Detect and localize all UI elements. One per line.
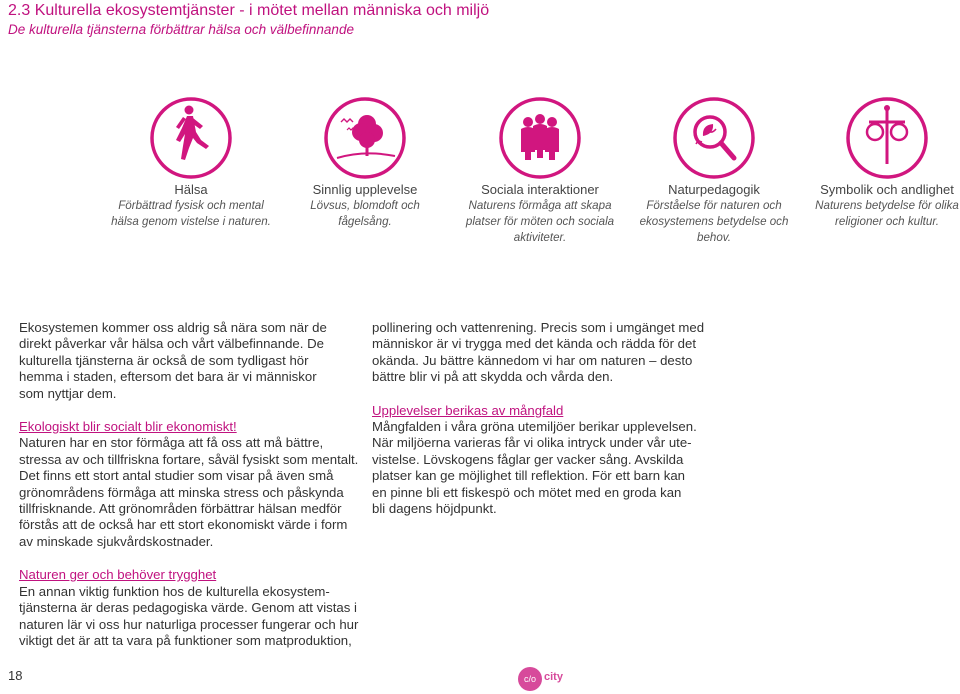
section-heading: Upplevelser berikas av mångfald	[372, 402, 564, 418]
runner-icon	[149, 96, 233, 180]
benefit-title: Hälsa	[174, 182, 208, 197]
page-subtitle: De kulturella tjänsterna förbättrar hälsa och välbefinnande	[8, 22, 354, 37]
benefit-desc-line: Förståelse för naturen och	[646, 199, 782, 212]
benefit-sensory	[275, 96, 455, 230]
body-line: tjänsterna är deras pedagogiska värde. Genom att vistas i	[19, 600, 357, 616]
benefit-nature-education	[624, 96, 804, 246]
body-line: bli dagens höjdpunkt.	[372, 501, 497, 517]
benefit-title: Sinnlig upplevelse	[312, 182, 418, 197]
body-line: bättre blir vi på att skydda och vårda den.	[372, 369, 614, 385]
benefit-desc-line: fågelsång.	[338, 215, 392, 228]
people-group-icon	[498, 96, 582, 180]
left-column	[19, 320, 364, 649]
page-number: 18	[8, 668, 23, 683]
benefit-desc-line: religioner och kultur.	[835, 215, 939, 228]
body-line: stressa av och tillfriskna fortare, såväl fysiskt som mentalt.	[19, 451, 359, 467]
benefit-desc-line: behov.	[697, 231, 731, 244]
body-line: vistelse. Lövskogens fåglar ger vacker sång. Avskilda	[372, 451, 684, 467]
body-line: Naturen har en stor förmåga att få oss att må bättre,	[19, 435, 324, 451]
body-line: Mångfalden i våra gröna utemiljöer berikar upplevelsen.	[372, 419, 697, 435]
body-line: kulturella tjänsterna är också de som tydligast hör	[19, 352, 309, 368]
page-header	[8, 2, 908, 39]
body-line: av minskade sjukvårdskostnader.	[19, 533, 214, 549]
body-line: direkt påverkar vår hälsa och vårt välbefinnande. De	[19, 336, 324, 352]
benefit-title: Sociala interaktioner	[481, 182, 599, 197]
tree-birds-icon	[323, 96, 407, 180]
benefit-desc-line: platser för möten och sociala	[465, 215, 615, 228]
body-line: pollinering och vattenrening. Precis som i umgänget med	[372, 320, 705, 335]
body-line: Ekosystemen kommer oss aldrig så nära som när de	[19, 320, 327, 335]
body-line: tillfrisknande. Att grönområden förbättrar hälsan medför	[19, 501, 342, 517]
benefit-desc-line: hälsa genom vistelse i naturen.	[111, 215, 271, 228]
body-line: Det finns ett stort antal studier som visar på även små	[19, 468, 334, 484]
body-line: som nyttjar dem.	[19, 385, 117, 401]
logo-text: city	[544, 671, 563, 683]
body-line: hemma i staden, eftersom det bara är vi människor	[19, 369, 317, 385]
body-line: förstås att de också har ett stort ekonomiskt värde i form	[19, 517, 348, 533]
benefit-social	[450, 96, 630, 246]
body-line: naturen lär vi oss hur naturliga processer fungerar och hur	[19, 616, 359, 632]
benefit-desc-line: Lövsus, blomdoft och	[310, 199, 420, 212]
body-line: platser kan ge möjlighet till reflektion. För ett barn kan	[372, 468, 685, 484]
section-heading: Naturen ger och behöver trygghet	[19, 567, 217, 583]
body-line: grönområdens förmåga att minska stress och påskynda	[19, 484, 344, 500]
body-line: en pinne bli ett fiskespö och mötet med en groda kan	[372, 484, 682, 500]
right-column	[372, 320, 717, 517]
benefit-health	[101, 96, 281, 230]
magnifier-leaf-icon	[672, 96, 756, 180]
benefit-desc-line: Förbättrad fysisk och mental	[118, 199, 264, 212]
benefit-symbolism	[797, 96, 960, 230]
body-line: När miljöerna varieras får vi olika intryck under vår ute-	[372, 435, 692, 451]
benefit-title: Symbolik och andlighet	[820, 182, 954, 197]
benefit-desc-line: Naturens betydelse för olika	[815, 199, 959, 212]
logo-badge: c/o	[518, 667, 542, 691]
benefit-desc-line: Naturens förmåga att skapa	[468, 199, 612, 212]
benefit-desc-line: aktiviteter.	[513, 231, 567, 244]
body-line: okända. Ju bättre kännedom vi har om naturen – desto	[372, 352, 693, 368]
benefit-desc-line: ekosystemens betydelse och	[639, 215, 789, 228]
section-heading: Ekologiskt blir socialt blir ekonomiskt!	[19, 419, 237, 435]
body-line: viktigt det är att ta vara på funktioner som matproduktion,	[19, 632, 352, 648]
body-line: människor är vi trygga med det kända och rädda för det	[372, 336, 697, 352]
page-title: 2.3 Kulturella ekosystemtjänster - i mötet mellan människa och miljö	[8, 2, 490, 19]
maypole-icon	[845, 96, 929, 180]
body-line: En annan viktig funktion hos de kulturella ekosystem-	[19, 583, 330, 599]
benefit-title: Naturpedagogik	[668, 182, 760, 197]
